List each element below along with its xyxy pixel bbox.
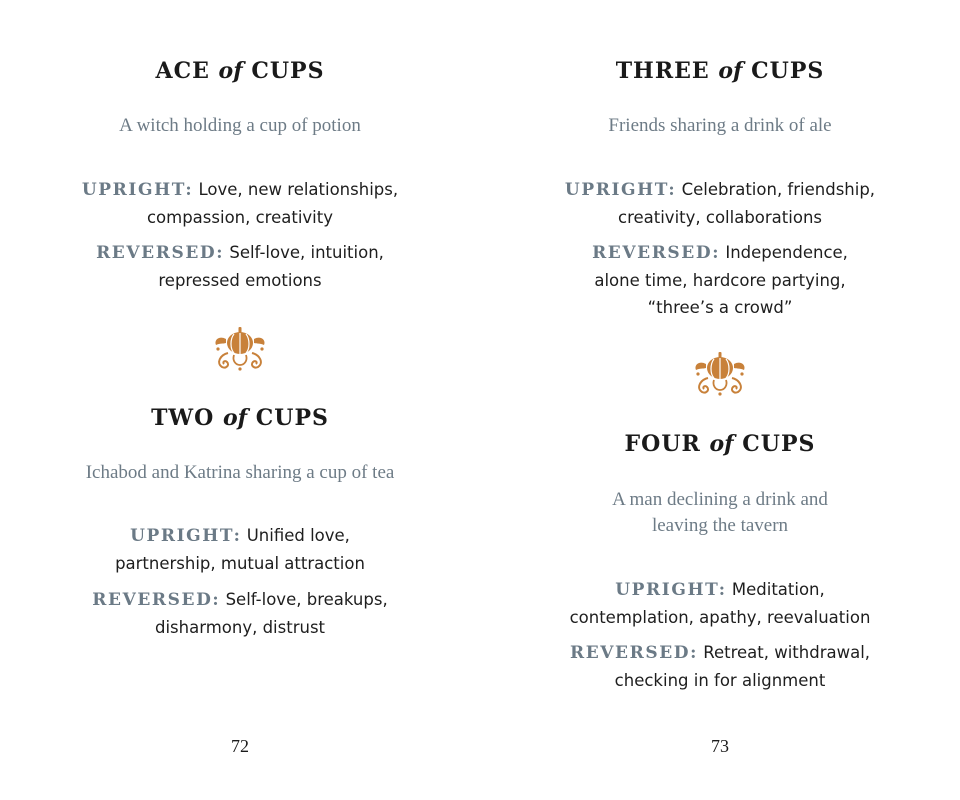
card-title xyxy=(0,404,480,432)
card-four-of-cups xyxy=(480,430,960,458)
title-of: of xyxy=(218,58,243,84)
right-page xyxy=(480,0,960,800)
card-description: A witch holding a cup of potion xyxy=(119,115,361,136)
pumpkin-ornament-icon xyxy=(210,325,270,373)
upright-text-2: compassion, creativity xyxy=(146,208,334,227)
upright-meaning xyxy=(480,576,960,631)
upright-label: UPRIGHT: xyxy=(615,580,727,600)
reversed-label: REVERSED: xyxy=(92,590,221,610)
reversed-text: Independence, xyxy=(725,243,848,262)
upright-text: Unified love, xyxy=(246,526,350,545)
title-rank: FOUR xyxy=(624,431,701,457)
title-suit: CUPS xyxy=(742,431,816,457)
card-ace-of-cups xyxy=(0,57,480,85)
title-rank: THREE xyxy=(615,58,710,84)
upright-text-2: partnership, mutual attraction xyxy=(115,554,365,573)
title-rank: ACE xyxy=(155,58,210,84)
title-suit: CUPS xyxy=(751,58,825,84)
upright-label: UPRIGHT: xyxy=(130,526,242,546)
upright-text-2: creativity, collaborations xyxy=(618,208,822,227)
reversed-text: Self-love, intuition, xyxy=(229,243,384,262)
page-number: 73 xyxy=(711,736,729,756)
reversed-meaning xyxy=(480,239,960,321)
card-description: Friends sharing a drink of ale xyxy=(608,115,832,136)
upright-text: Love, new relationships, xyxy=(198,180,399,199)
page-number: 72 xyxy=(231,736,249,756)
title-of: of xyxy=(709,431,734,457)
title-suit: CUPS xyxy=(255,405,329,431)
reversed-text-2: repressed emotions xyxy=(158,271,322,290)
card-description: Ichabod and Katrina sharing a cup of tea xyxy=(85,462,395,483)
card-title xyxy=(480,430,960,458)
upright-meaning xyxy=(480,176,960,231)
upright-label: UPRIGHT: xyxy=(564,180,677,200)
upright-label: UPRIGHT: xyxy=(81,180,194,200)
pumpkin-ornament-icon xyxy=(690,350,750,398)
title-rank: TWO xyxy=(151,405,215,431)
reversed-text: Self-love, breakups, xyxy=(225,590,388,609)
reversed-text-3: “three’s a crowd” xyxy=(647,298,793,317)
card-two-of-cups xyxy=(0,404,480,432)
title-of: of xyxy=(222,405,248,431)
title-of: of xyxy=(718,58,743,84)
reversed-meaning xyxy=(480,639,960,694)
title-suit: CUPS xyxy=(251,58,325,84)
reversed-label: REVERSED: xyxy=(96,243,225,263)
reversed-text-2: alone time, hardcore partying, xyxy=(594,271,846,290)
reversed-text-2: checking in for alignment xyxy=(614,671,826,690)
upright-text: Celebration, friendship, xyxy=(681,180,876,199)
card-title xyxy=(0,57,480,85)
reversed-label: REVERSED: xyxy=(569,643,698,663)
reversed-label: REVERSED: xyxy=(592,243,721,263)
card-title xyxy=(480,57,960,85)
upright-text: Meditation, xyxy=(731,580,825,599)
upright-meaning xyxy=(0,176,480,231)
reversed-meaning xyxy=(0,586,480,641)
reversed-text-2: disharmony, distrust xyxy=(154,618,326,637)
card-three-of-cups xyxy=(480,57,960,85)
reversed-text: Retreat, withdrawal, xyxy=(703,643,871,662)
card-description: A man declining a drink and leaving the tavern xyxy=(612,489,828,536)
upright-text-2: contemplation, apathy, reevaluation xyxy=(569,608,871,627)
upright-meaning xyxy=(0,522,480,577)
reversed-meaning xyxy=(0,239,480,294)
